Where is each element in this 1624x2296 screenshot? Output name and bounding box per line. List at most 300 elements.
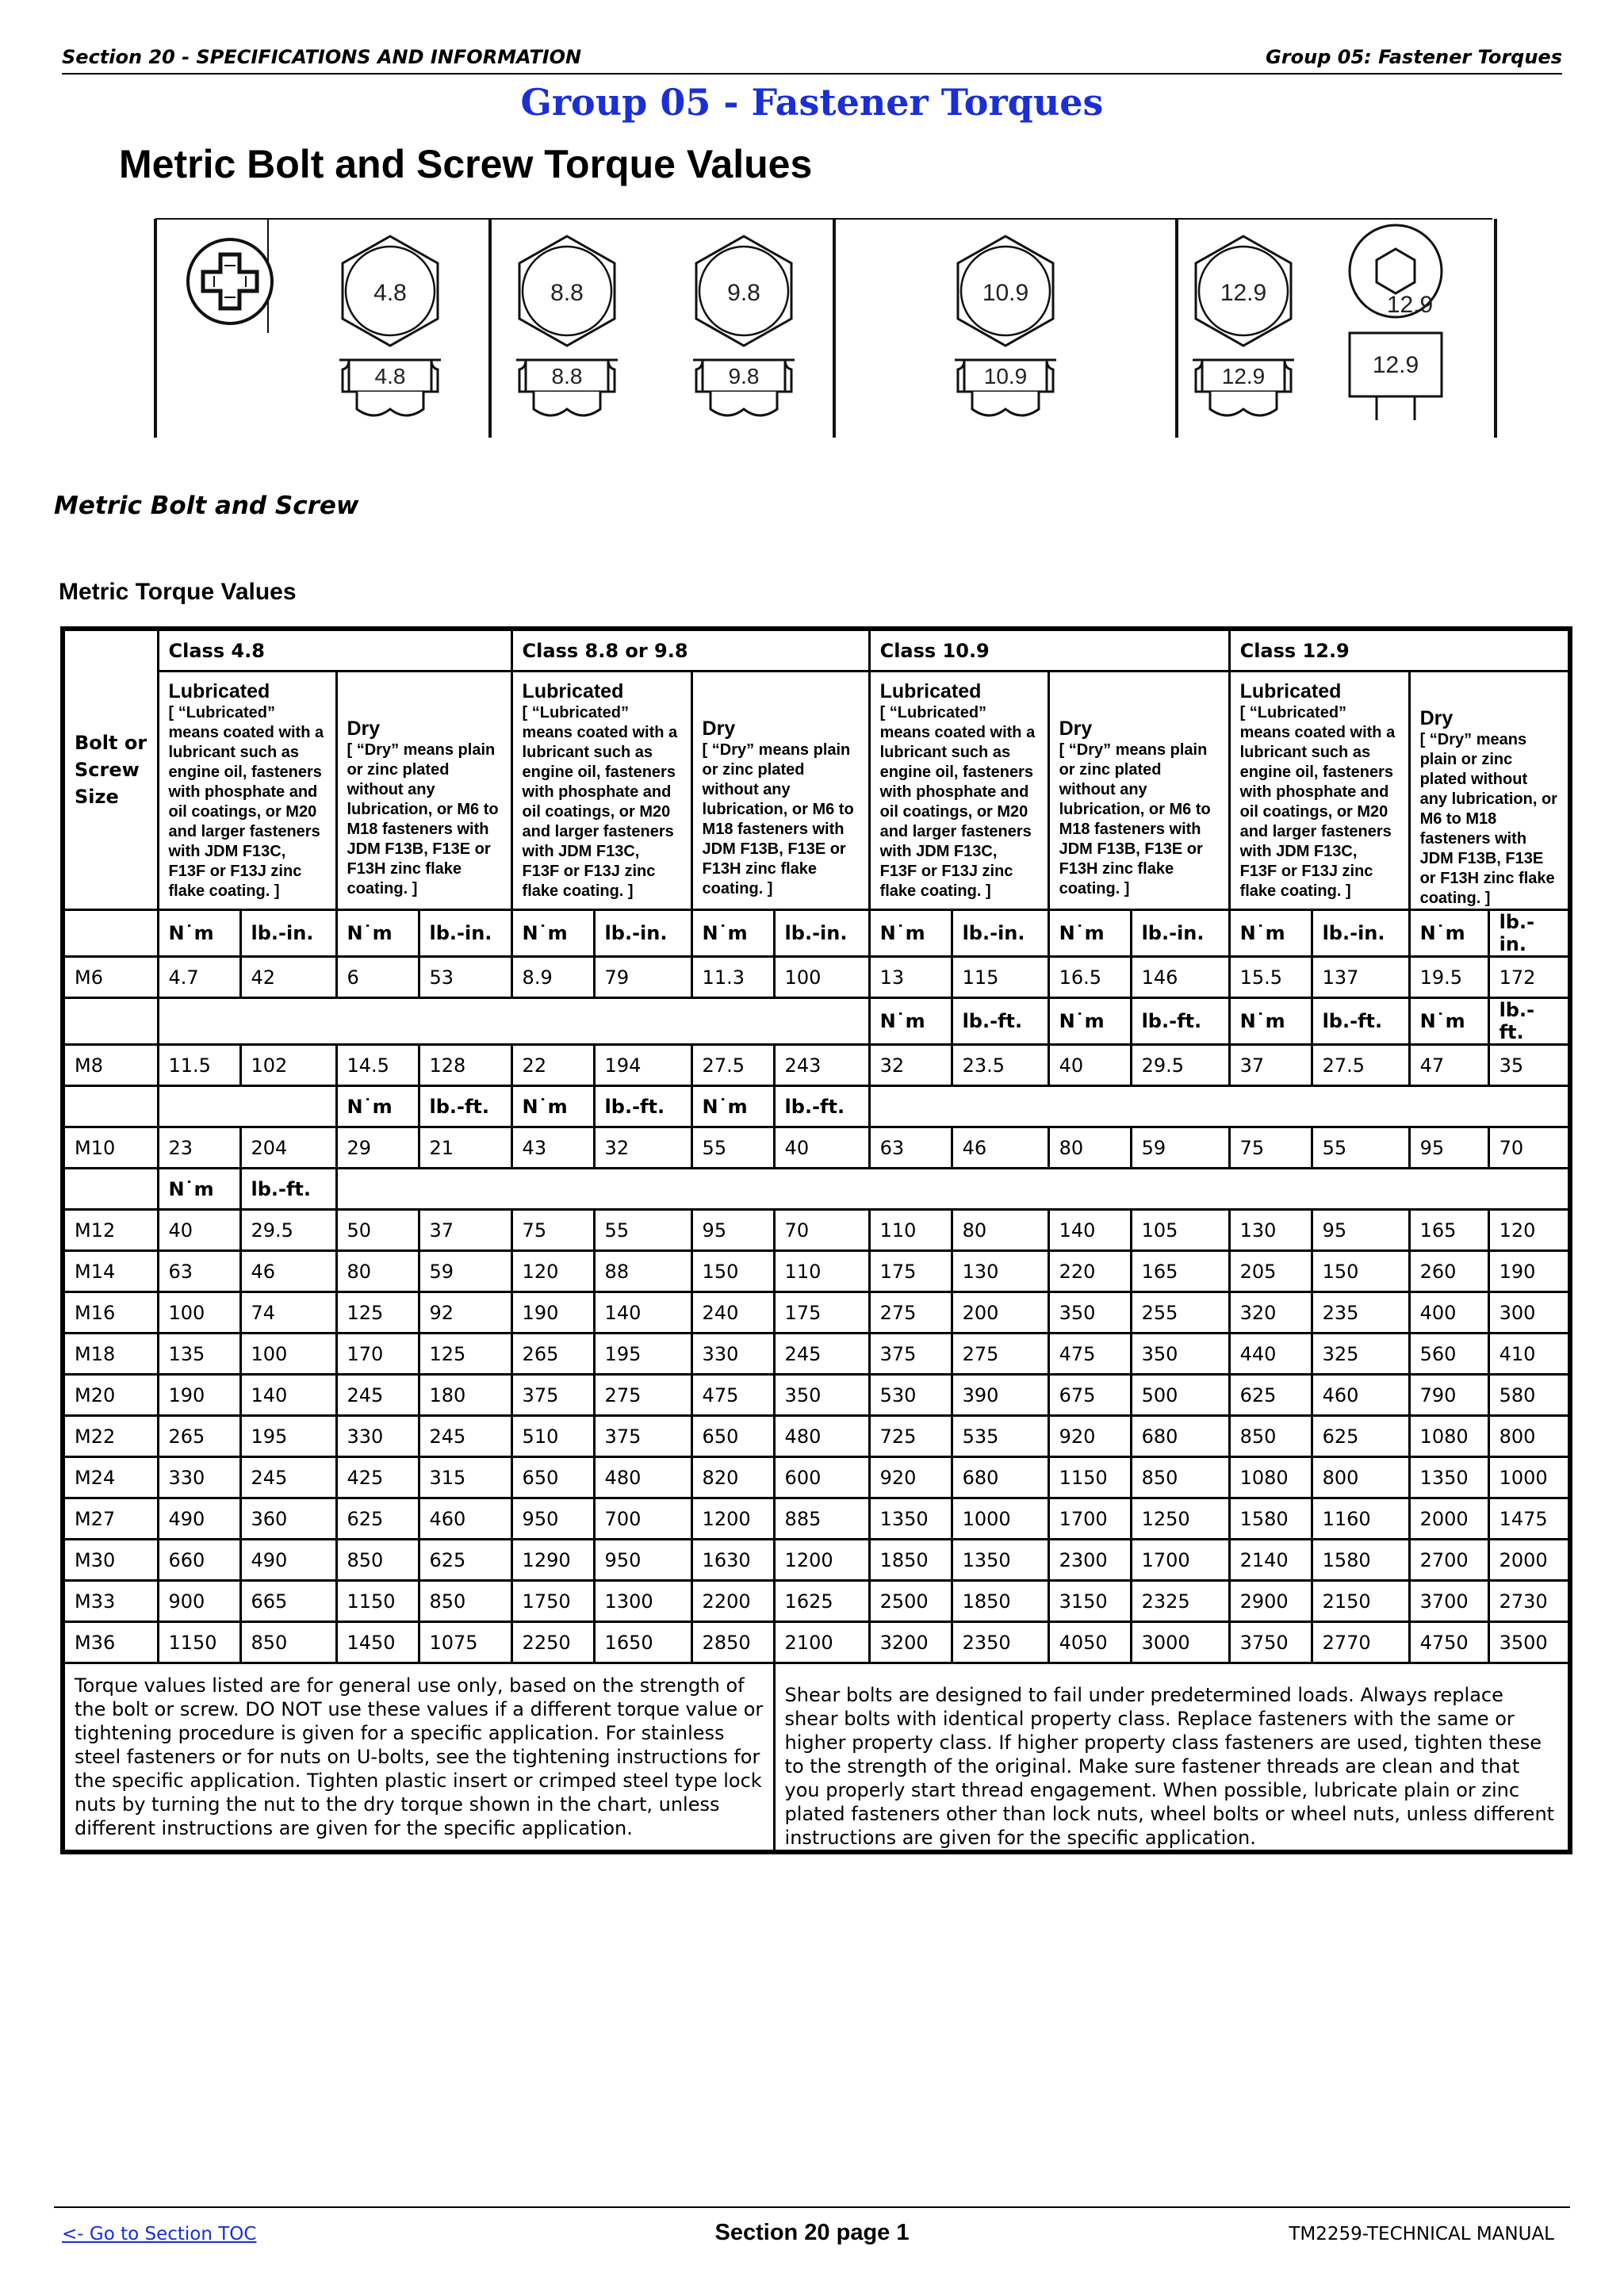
torque-value-cell: 920 — [1048, 1416, 1131, 1457]
torque-value-cell: 820 — [691, 1457, 774, 1498]
torque-value-cell: 1700 — [1131, 1540, 1229, 1581]
torque-value-cell: 850 — [1131, 1457, 1229, 1498]
dry-heading: Dry — [1059, 717, 1093, 740]
nut-icon — [516, 360, 618, 415]
torque-value-cell: 63 — [158, 1251, 240, 1292]
torque-value-cell: 650 — [691, 1416, 774, 1457]
torque-value-cell: 1150 — [1048, 1457, 1131, 1498]
torque-value-cell: 42 — [240, 957, 336, 998]
torque-value-cell: 120 — [1488, 1210, 1570, 1251]
torque-value-cell: 55 — [1312, 1127, 1409, 1169]
torque-value-cell: 1450 — [336, 1622, 419, 1663]
unit-cell: lb.-ft. — [594, 1086, 691, 1127]
torque-value-cell: 390 — [952, 1375, 1048, 1416]
torque-value-cell: 135 — [158, 1334, 240, 1375]
socket-head-screw-side-icon — [1350, 333, 1442, 420]
lubricated-description — [158, 672, 336, 910]
torque-value-cell: 1200 — [691, 1498, 774, 1540]
torque-value-cell: 1580 — [1312, 1540, 1409, 1581]
torque-value-cell: 23.5 — [952, 1045, 1048, 1086]
torque-value-cell: 950 — [511, 1498, 594, 1540]
dry-text: [ “Dry” means plain or zinc plated without any lubrication, or M6 to M18 fasteners with JDM F13B, F13E or F13H zinc flake coating. ] — [347, 740, 499, 897]
torque-value-cell: 79 — [594, 957, 691, 998]
torque-value-cell: 680 — [952, 1457, 1048, 1498]
torque-value-cell: 19.5 — [1409, 957, 1488, 998]
class-header-10-9: Class 10.9 — [869, 629, 1229, 672]
unit-cell: N˙m — [1048, 998, 1131, 1045]
bolt-head-icon — [958, 236, 1053, 346]
torque-value-cell: 37 — [1229, 1045, 1312, 1086]
torque-value-cell: 2770 — [1312, 1622, 1409, 1663]
torque-value-cell: 460 — [419, 1498, 511, 1540]
torque-value-cell: 32 — [869, 1045, 952, 1086]
torque-table — [60, 626, 1572, 1854]
torque-value-cell: 800 — [1312, 1457, 1409, 1498]
page-title: Metric Bolt and Screw Torque Values — [119, 142, 813, 186]
torque-value-cell: 490 — [158, 1498, 240, 1540]
torque-value-cell: 500 — [1131, 1375, 1229, 1416]
torque-value-cell: 16.5 — [1048, 957, 1131, 998]
bolt-head-icon — [343, 236, 438, 346]
torque-value-cell: 110 — [774, 1251, 869, 1292]
torque-value-cell: 170 — [336, 1334, 419, 1375]
torque-value-cell: 1075 — [419, 1622, 511, 1663]
bolt-size-cell: M16 — [63, 1292, 158, 1334]
unit-cell: lb.-in. — [594, 910, 691, 957]
torque-value-cell: 11.3 — [691, 957, 774, 998]
torque-value-cell: 460 — [1312, 1375, 1409, 1416]
torque-value-cell: 1630 — [691, 1540, 774, 1581]
torque-value-cell: 2850 — [691, 1622, 774, 1663]
torque-value-cell: 625 — [336, 1498, 419, 1540]
torque-value-cell: 675 — [1048, 1375, 1131, 1416]
table-row — [63, 957, 1570, 998]
torque-value-cell: 4750 — [1409, 1622, 1488, 1663]
torque-value-cell: 245 — [419, 1416, 511, 1457]
torque-value-cell: 3000 — [1131, 1622, 1229, 1663]
unit-switch-row — [63, 1169, 1570, 1210]
bolt-size-cell: M12 — [63, 1210, 158, 1251]
class-header-row — [63, 629, 1570, 672]
lubricated-text: [ “Lubricated” means coated with a lubricant such as engine oil, fasteners with phosphate and oil coatings, or M20 and larger fasteners with JDM F13C, F13F or F13J zinc flake coating. ] — [168, 703, 324, 900]
section-label: Section 20 - SPECIFICATIONS AND INFORMATION — [62, 46, 582, 68]
torque-value-cell: 13 — [869, 957, 952, 998]
torque-value-cell: 330 — [691, 1334, 774, 1375]
torque-value-cell: 43 — [511, 1127, 594, 1169]
table-row — [63, 1045, 1570, 1086]
torque-value-cell: 475 — [1048, 1334, 1131, 1375]
torque-value-cell: 53 — [419, 957, 511, 998]
svg-text:12.9: 12.9 — [1221, 364, 1266, 388]
page-header — [62, 46, 1562, 75]
torque-value-cell: 1160 — [1312, 1498, 1409, 1540]
bolt-size-cell: M30 — [63, 1540, 158, 1581]
torque-value-cell: 530 — [869, 1375, 952, 1416]
torque-value-cell: 14.5 — [336, 1045, 419, 1086]
torque-value-cell: 1850 — [869, 1540, 952, 1581]
unit-cell: lb.-in. — [1312, 910, 1409, 957]
torque-value-cell: 21 — [419, 1127, 511, 1169]
torque-value-cell: 115 — [952, 957, 1048, 998]
unit-cell: N˙m — [336, 1086, 419, 1127]
torque-value-cell: 1850 — [952, 1581, 1048, 1622]
torque-value-cell: 59 — [419, 1251, 511, 1292]
torque-value-cell: 625 — [1229, 1375, 1312, 1416]
torque-value-cell: 665 — [240, 1581, 336, 1622]
torque-value-cell: 1300 — [594, 1581, 691, 1622]
torque-value-cell: 95 — [1409, 1127, 1488, 1169]
torque-value-cell: 265 — [158, 1416, 240, 1457]
torque-value-cell: 850 — [1229, 1416, 1312, 1457]
torque-value-cell: 235 — [1312, 1292, 1409, 1334]
bolt-head-icon — [1196, 236, 1291, 346]
unit-cell: lb.-in. — [952, 910, 1048, 957]
torque-value-cell: 950 — [594, 1540, 691, 1581]
nut-icon — [339, 360, 441, 415]
shear-bolt-note: Shear bolts are designed to fail under predetermined loads. Always replace shear bolts with identical property class. Replace fasteners with the same or higher property class. If higher property class fasteners are used, tighten these to the strength of the original. Make sure fastener threads are clean and that you properly start thread engagement. When possible, lubricate plain or zinc plated fasteners other than lock nuts, wheel bolts or wheel nuts, unless different instructions are given for the specific application. — [774, 1663, 1570, 1853]
torque-value-cell: 1200 — [774, 1540, 869, 1581]
torque-value-cell: 3700 — [1409, 1581, 1488, 1622]
torque-value-cell: 2350 — [952, 1622, 1048, 1663]
torque-value-cell: 490 — [240, 1540, 336, 1581]
torque-value-cell: 47 — [1409, 1045, 1488, 1086]
torque-value-cell: 8.9 — [511, 957, 594, 998]
torque-value-cell: 150 — [691, 1251, 774, 1292]
torque-value-cell: 3500 — [1488, 1622, 1570, 1663]
dry-text: [ “Dry” means plain or zinc plated without any lubrication, or M6 to M18 fasteners with JDM F13B, F13E or F13H zinc flake coating. ] — [1419, 731, 1557, 907]
torque-value-cell: 3750 — [1229, 1622, 1312, 1663]
torque-value-cell: 55 — [594, 1210, 691, 1251]
class-header-8-8: Class 8.8 or 9.8 — [511, 629, 869, 672]
svg-text:12.9: 12.9 — [1372, 352, 1419, 378]
torque-value-cell: 88 — [594, 1251, 691, 1292]
unit-cell: lb.-ft. — [240, 1169, 336, 1210]
torque-value-cell: 260 — [1409, 1251, 1488, 1292]
torque-value-cell: 140 — [240, 1375, 336, 1416]
table-row — [63, 1457, 1570, 1498]
group-label: Group 05: Fastener Torques — [1266, 46, 1562, 68]
condition-row — [63, 672, 1570, 910]
torque-value-cell: 46 — [952, 1127, 1048, 1169]
torque-value-cell: 375 — [594, 1416, 691, 1457]
empty-cell — [336, 1169, 1570, 1210]
torque-value-cell: 245 — [240, 1457, 336, 1498]
unit-cell: N˙m — [1229, 998, 1312, 1045]
torque-value-cell: 190 — [511, 1292, 594, 1334]
torque-value-cell: 660 — [158, 1540, 240, 1581]
torque-value-cell: 725 — [869, 1416, 952, 1457]
dry-text: [ “Dry” means plain or zinc plated without any lubrication, or M6 to M18 fasteners with JDM F13B, F13E or F13H zinc flake coating. ] — [702, 740, 854, 897]
torque-value-cell: 40 — [1048, 1045, 1131, 1086]
torque-value-cell: 375 — [869, 1334, 952, 1375]
nut-icon — [955, 360, 1056, 415]
unit-cell: N˙m — [869, 910, 952, 957]
torque-value-cell: 245 — [336, 1375, 419, 1416]
torque-value-cell: 535 — [952, 1416, 1048, 1457]
torque-value-cell: 29.5 — [240, 1210, 336, 1251]
torque-value-cell: 92 — [419, 1292, 511, 1334]
torque-value-cell: 275 — [869, 1292, 952, 1334]
dry-heading: Dry — [702, 717, 736, 740]
torque-value-cell: 204 — [240, 1127, 336, 1169]
torque-value-cell: 2300 — [1048, 1540, 1131, 1581]
torque-value-cell: 350 — [1131, 1334, 1229, 1375]
unit-cell: lb.-ft. — [774, 1086, 869, 1127]
torque-value-cell: 680 — [1131, 1416, 1229, 1457]
torque-value-cell: 190 — [158, 1375, 240, 1416]
torque-value-cell: 27.5 — [1312, 1045, 1409, 1086]
torque-value-cell: 2325 — [1131, 1581, 1229, 1622]
nut-icon — [1193, 360, 1294, 415]
torque-value-cell: 165 — [1131, 1251, 1229, 1292]
torque-value-cell: 1150 — [336, 1581, 419, 1622]
torque-value-cell: 110 — [869, 1210, 952, 1251]
torque-value-cell: 1080 — [1409, 1416, 1488, 1457]
unit-cell: N˙m — [869, 998, 952, 1045]
dry-description — [691, 672, 869, 910]
table-row — [63, 1127, 1570, 1169]
bolt-size-cell: M14 — [63, 1251, 158, 1292]
svg-text:9.8: 9.8 — [727, 280, 760, 306]
torque-value-cell: 1250 — [1131, 1498, 1229, 1540]
torque-value-cell: 125 — [336, 1292, 419, 1334]
unit-cell: N˙m — [158, 1169, 240, 1210]
torque-value-cell: 475 — [691, 1375, 774, 1416]
unit-cell: lb.-ft. — [1131, 998, 1229, 1045]
unit-cell: N˙m — [691, 1086, 774, 1127]
torque-value-cell: 37 — [419, 1210, 511, 1251]
torque-value-cell: 120 — [511, 1251, 594, 1292]
table-body — [63, 1210, 1570, 1663]
torque-value-cell: 23 — [158, 1127, 240, 1169]
torque-value-cell: 245 — [774, 1334, 869, 1375]
torque-value-cell: 240 — [691, 1292, 774, 1334]
torque-value-cell: 100 — [158, 1292, 240, 1334]
torque-value-cell: 59 — [1131, 1127, 1229, 1169]
empty-cell — [158, 998, 869, 1045]
table-row — [63, 1375, 1570, 1416]
cross-recess-head-icon — [188, 239, 272, 323]
torque-value-cell: 80 — [336, 1251, 419, 1292]
torque-value-cell: 75 — [1229, 1127, 1312, 1169]
torque-value-cell: 900 — [158, 1581, 240, 1622]
torque-value-cell: 46 — [240, 1251, 336, 1292]
page-number: Section 20 page 1 — [714, 2220, 910, 2245]
dry-heading: Dry — [347, 717, 381, 740]
torque-value-cell: 29 — [336, 1127, 419, 1169]
lubricated-heading: Lubricated — [879, 679, 982, 702]
unit-switch-row — [63, 1086, 1570, 1127]
bolt-size-cell: M22 — [63, 1416, 158, 1457]
lubricated-text: [ “Lubricated” means coated with a lubricant such as engine oil, fasteners with phosphate and oil coatings, or M20 and larger fasteners with JDM F13C, F13F or F13J zinc flake coating. ] — [522, 703, 678, 900]
table-row — [63, 1540, 1570, 1581]
torque-value-cell: 625 — [1312, 1416, 1409, 1457]
torque-value-cell: 140 — [594, 1292, 691, 1334]
general-use-note: Torque values listed are for general use only, based on the strength of the bolt or screw. DO NOT use these values if a different torque value or tightening procedure is given for a specific application. For stainless steel fasteners or for nuts on U-bolts, see the tightening instructions for the specific application. Tighten plastic insert or crimped steel type lock nuts by turning the nut to the dry torque shown in the chart, unless different instructions are given for the specific application. — [63, 1663, 774, 1853]
torque-value-cell: 40 — [774, 1127, 869, 1169]
dry-description — [1048, 672, 1229, 910]
bolt-markings-graphic — [154, 214, 1502, 440]
footer-divider — [54, 2206, 1570, 2208]
torque-value-cell: 375 — [511, 1375, 594, 1416]
torque-value-cell: 480 — [594, 1457, 691, 1498]
torque-value-cell: 2000 — [1488, 1540, 1570, 1581]
torque-value-cell: 2250 — [511, 1622, 594, 1663]
torque-value-cell: 75 — [511, 1210, 594, 1251]
bolt-size-cell: M24 — [63, 1457, 158, 1498]
torque-value-cell: 2730 — [1488, 1581, 1570, 1622]
svg-text:8.8: 8.8 — [551, 364, 583, 388]
lubricated-text: [ “Lubricated” means coated with a lubricant such as engine oil, fasteners with phosphate and oil coatings, or M20 and larger fasteners with JDM F13C, F13F or F13J zinc flake coating. ] — [879, 703, 1036, 900]
dry-heading: Dry — [1419, 707, 1454, 729]
lubricated-heading: Lubricated — [168, 679, 270, 702]
torque-value-cell: 6 — [336, 957, 419, 998]
bolt-size-cell: M36 — [63, 1622, 158, 1663]
torque-value-cell: 50 — [336, 1210, 419, 1251]
unit-cell: N˙m — [1409, 910, 1488, 957]
table-title: Metric Torque Values — [59, 579, 297, 605]
notes-row — [63, 1663, 1570, 1853]
table-row — [63, 1416, 1570, 1457]
torque-value-cell: 194 — [594, 1045, 691, 1086]
torque-value-cell: 265 — [511, 1334, 594, 1375]
svg-text:4.8: 4.8 — [374, 364, 406, 388]
torque-value-cell: 330 — [336, 1416, 419, 1457]
torque-value-cell: 200 — [952, 1292, 1048, 1334]
unit-cell: lb.-ft. — [1312, 998, 1409, 1045]
torque-value-cell: 425 — [336, 1457, 419, 1498]
lubricated-heading: Lubricated — [1239, 679, 1342, 702]
torque-value-cell: 100 — [774, 957, 869, 998]
torque-value-cell: 255 — [1131, 1292, 1229, 1334]
torque-value-cell: 1750 — [511, 1581, 594, 1622]
torque-value-cell: 560 — [1409, 1334, 1488, 1375]
torque-value-cell: 190 — [1488, 1251, 1570, 1292]
torque-value-cell: 350 — [1048, 1292, 1131, 1334]
torque-value-cell: 1290 — [511, 1540, 594, 1581]
torque-value-cell: 195 — [240, 1416, 336, 1457]
torque-value-cell: 11.5 — [158, 1045, 240, 1086]
lubricated-text: [ “Lubricated” means coated with a lubricant such as engine oil, fasteners with phosphate and oil coatings, or M20 and larger fasteners with JDM F13C, F13F or F13J zinc flake coating. ] — [1239, 703, 1396, 900]
torque-value-cell: 440 — [1229, 1334, 1312, 1375]
empty-cell — [63, 910, 158, 957]
torque-value-cell: 165 — [1409, 1210, 1488, 1251]
torque-value-cell: 140 — [1048, 1210, 1131, 1251]
torque-value-cell: 128 — [419, 1045, 511, 1086]
table-row — [63, 1334, 1570, 1375]
torque-value-cell: 2200 — [691, 1581, 774, 1622]
torque-value-cell: 102 — [240, 1045, 336, 1086]
torque-value-cell: 580 — [1488, 1375, 1570, 1416]
svg-text:8.8: 8.8 — [550, 280, 584, 306]
torque-value-cell: 146 — [1131, 957, 1229, 998]
torque-value-cell: 1350 — [869, 1498, 952, 1540]
torque-value-cell: 3150 — [1048, 1581, 1131, 1622]
svg-text:12.9: 12.9 — [1220, 280, 1267, 306]
bolt-size-cell: M27 — [63, 1498, 158, 1540]
torque-value-cell: 243 — [774, 1045, 869, 1086]
torque-value-cell: 175 — [774, 1292, 869, 1334]
bolt-size-cell: M20 — [63, 1375, 158, 1416]
torque-value-cell: 15.5 — [1229, 957, 1312, 998]
table-row — [63, 1251, 1570, 1292]
lubricated-description — [1229, 672, 1409, 910]
unit-cell: lb.-in. — [240, 910, 336, 957]
torque-value-cell: 2140 — [1229, 1540, 1312, 1581]
torque-value-cell: 350 — [774, 1375, 869, 1416]
table-row — [63, 1210, 1570, 1251]
torque-value-cell: 27.5 — [691, 1045, 774, 1086]
torque-value-cell: 1000 — [1488, 1457, 1570, 1498]
torque-value-cell: 320 — [1229, 1292, 1312, 1334]
torque-value-cell: 4050 — [1048, 1622, 1131, 1663]
empty-cell — [869, 1086, 1570, 1127]
group-title: Group 05 - Fastener Torques — [520, 81, 1104, 124]
socket-head-screw-icon — [1350, 225, 1442, 318]
lubricated-description — [511, 672, 691, 910]
torque-value-cell: 70 — [774, 1210, 869, 1251]
unit-cell: lb.-ft. — [419, 1086, 511, 1127]
torque-value-cell: 1000 — [952, 1498, 1048, 1540]
unit-cell: N˙m — [691, 910, 774, 957]
torque-value-cell: 180 — [419, 1375, 511, 1416]
torque-value-cell: 40 — [158, 1210, 240, 1251]
bolt-head-icon — [519, 236, 615, 346]
svg-text:12.9: 12.9 — [1386, 292, 1434, 318]
unit-cell: lb.-in. — [419, 910, 511, 957]
bolt-size-cell: M10 — [63, 1127, 158, 1169]
unit-cell: lb.-ft. — [952, 998, 1048, 1045]
section-subtitle: Metric Bolt and Screw — [54, 492, 359, 520]
svg-text:10.9: 10.9 — [983, 364, 1028, 388]
unit-cell: N˙m — [1229, 910, 1312, 957]
torque-value-cell: 480 — [774, 1416, 869, 1457]
torque-value-cell: 1650 — [594, 1622, 691, 1663]
section-toc-link[interactable]: <- Go to Section TOC — [62, 2224, 257, 2244]
table-row — [63, 1498, 1570, 1540]
unit-cell: N˙m — [511, 910, 594, 957]
torque-value-cell: 360 — [240, 1498, 336, 1540]
lubricated-heading: Lubricated — [522, 679, 624, 702]
dry-description — [336, 672, 511, 910]
unit-cell: lb.-ft. — [1488, 998, 1570, 1045]
svg-text:10.9: 10.9 — [982, 280, 1029, 306]
torque-value-cell: 29.5 — [1131, 1045, 1229, 1086]
nut-icon — [693, 360, 795, 415]
torque-value-cell: 70 — [1488, 1127, 1570, 1169]
torque-value-cell: 35 — [1488, 1045, 1570, 1086]
class-header-4-8: Class 4.8 — [158, 629, 511, 672]
torque-value-cell: 325 — [1312, 1334, 1409, 1375]
torque-value-cell: 1475 — [1488, 1498, 1570, 1540]
table-row — [63, 1292, 1570, 1334]
unit-cell: lb.-in. — [1488, 910, 1570, 957]
svg-text:9.8: 9.8 — [728, 364, 760, 388]
torque-value-cell: 32 — [594, 1127, 691, 1169]
svg-text:4.8: 4.8 — [373, 280, 407, 306]
bolt-size-cell: M8 — [63, 1045, 158, 1086]
torque-value-cell: 1080 — [1229, 1457, 1312, 1498]
torque-value-cell: 130 — [952, 1251, 1048, 1292]
empty-cell — [63, 1086, 158, 1127]
torque-value-cell: 400 — [1409, 1292, 1488, 1334]
dry-text: [ “Dry” means plain or zinc plated without any lubrication, or M6 to M18 fasteners with JDM F13B, F13E or F13H zinc flake coating. ] — [1059, 740, 1211, 897]
torque-value-cell: 95 — [1312, 1210, 1409, 1251]
torque-value-cell: 100 — [240, 1334, 336, 1375]
torque-value-cell: 125 — [419, 1334, 511, 1375]
unit-cell: N˙m — [336, 910, 419, 957]
torque-value-cell: 625 — [419, 1540, 511, 1581]
